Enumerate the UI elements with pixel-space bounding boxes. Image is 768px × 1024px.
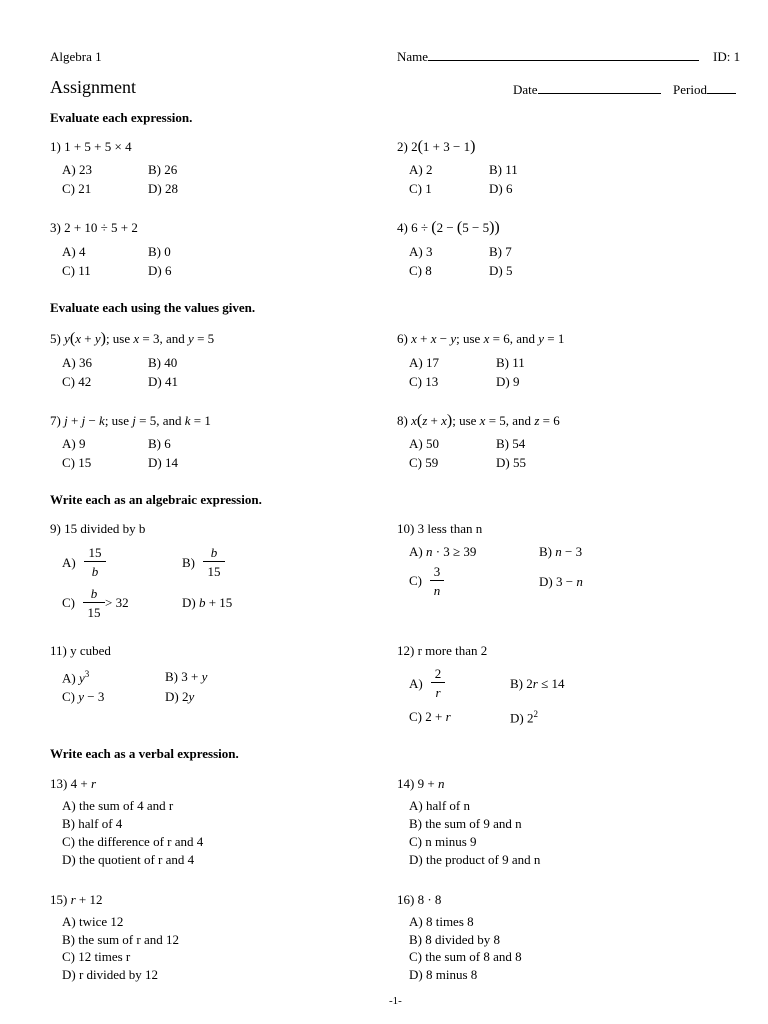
- choice-10a[interactable]: A) n · 3 ≥ 39: [409, 544, 477, 559]
- choice-1b[interactable]: B) 26: [148, 162, 178, 177]
- choice-12d[interactable]: D) $2^2$: [510, 709, 538, 726]
- choice-1c[interactable]: C) 21: [62, 181, 92, 196]
- page-title: Assignment: [50, 77, 137, 97]
- period-field[interactable]: [673, 83, 736, 96]
- choice-6d[interactable]: D) 9: [496, 374, 520, 389]
- choice-7c[interactable]: C) 15: [62, 455, 92, 470]
- choice-10b[interactable]: B) n − 3: [539, 544, 583, 559]
- choice-16d[interactable]: D) 8 minus 8: [409, 967, 478, 982]
- question-10: 10) 3 less than n: [397, 521, 483, 536]
- section-heading: Write each as an algebraic expression.: [50, 492, 262, 507]
- question-5: 5) y(x + y); use x = 3, and y = 5: [50, 330, 215, 347]
- id-label: ID: 1: [713, 49, 741, 64]
- name-field[interactable]: [397, 50, 699, 63]
- choice-4b[interactable]: B) 7: [489, 244, 512, 259]
- question-9: 9) 15 divided by b: [50, 521, 146, 536]
- choice-15d[interactable]: D) r divided by 12: [62, 967, 159, 982]
- choice-3b[interactable]: B) 0: [148, 244, 171, 259]
- choice-11b[interactable]: B) 3 + y: [165, 669, 208, 684]
- choice-12a[interactable]: A): [409, 676, 423, 691]
- date-field[interactable]: [513, 83, 661, 96]
- choice-10d[interactable]: D) 3 − n: [539, 574, 583, 589]
- period-label: Period: [673, 82, 707, 97]
- choice-12c[interactable]: C) 2 + r: [409, 709, 451, 724]
- question-8: 8) x(z + x); use x = 5, and z = 6: [397, 412, 560, 429]
- fraction-9a: 15 b: [84, 546, 106, 578]
- choice-4c[interactable]: C) 8: [409, 263, 432, 278]
- choice-9b[interactable]: B): [182, 555, 195, 570]
- choice-16b[interactable]: B) 8 divided by 8: [409, 932, 500, 947]
- choice-14a[interactable]: A) half of n: [409, 798, 471, 813]
- choice-7d[interactable]: D) 14: [148, 455, 178, 470]
- choice-8c[interactable]: C) 59: [409, 455, 439, 470]
- choice-2d[interactable]: D) 6: [489, 181, 513, 196]
- choice-13c[interactable]: C) the difference of r and 4: [62, 834, 204, 849]
- question-1: 1) 1 + 5 + 5 × 4: [50, 139, 132, 154]
- choice-7a[interactable]: A) 9: [62, 436, 86, 451]
- date-label: Date: [513, 82, 538, 97]
- question-16: 16) 8 · 8: [397, 892, 442, 907]
- choice-7b[interactable]: B) 6: [148, 436, 171, 451]
- choice-1d[interactable]: D) 28: [148, 181, 178, 196]
- choice-2b[interactable]: B) 11: [489, 162, 518, 177]
- choice-5a[interactable]: A) 36: [62, 355, 92, 370]
- question-2: 2) 2(1 + 3 − 1): [397, 138, 476, 155]
- section-heading: Evaluate each using the values given.: [50, 300, 256, 315]
- choice-3d[interactable]: D) 6: [148, 263, 172, 278]
- name-label: Name: [397, 49, 429, 64]
- fraction-9c: b 15: [83, 587, 105, 619]
- fraction-12a: 2 r: [431, 667, 445, 699]
- choice-6a[interactable]: A) 17: [409, 355, 439, 370]
- question-13: 13) 4 + r: [50, 776, 96, 791]
- choice-13a[interactable]: A) the sum of 4 and r: [62, 798, 174, 813]
- choice-9c[interactable]: C): [62, 595, 75, 610]
- choice-16a[interactable]: A) 8 times 8: [409, 914, 474, 929]
- choice-6c[interactable]: C) 13: [409, 374, 439, 389]
- choice-1a[interactable]: A) 23: [62, 162, 92, 177]
- question-11: 11) y cubed: [50, 643, 111, 658]
- choice-14b[interactable]: B) the sum of 9 and n: [409, 816, 522, 831]
- choice-8d[interactable]: D) 55: [496, 455, 526, 470]
- fraction-9b: b 15: [203, 546, 225, 578]
- question-3: 3) 2 + 10 ÷ 5 + 2: [50, 220, 138, 235]
- choice-14d[interactable]: D) the product of 9 and n: [409, 852, 541, 867]
- choice-5d[interactable]: D) 41: [148, 374, 178, 389]
- choice-11c[interactable]: C) y − 3: [62, 689, 105, 704]
- choice-4d[interactable]: D) 5: [489, 263, 513, 278]
- date-line: [538, 83, 661, 94]
- choice-11d[interactable]: D) 2y: [165, 689, 195, 704]
- course-label: Algebra 1: [50, 49, 102, 64]
- question-6: 6) x + x − y; use x = 6, and y = 1: [397, 331, 565, 346]
- choice-15c[interactable]: C) 12 times r: [62, 949, 131, 964]
- question-15: 15) r + 12: [50, 892, 103, 907]
- choice-5b[interactable]: B) 40: [148, 355, 178, 370]
- choice-12b[interactable]: B) 2r ≤ 14: [510, 676, 565, 691]
- choice-11a[interactable]: A) $y^3$: [62, 669, 90, 686]
- choice-9d[interactable]: D) b + 15: [182, 595, 233, 610]
- choice-2c[interactable]: C) 1: [409, 181, 432, 196]
- choice-16c[interactable]: C) the sum of 8 and 8: [409, 949, 522, 964]
- page-number: -1-: [389, 995, 402, 1007]
- section-heading: Evaluate each expression.: [50, 110, 193, 125]
- choice-15a[interactable]: A) twice 12: [62, 914, 124, 929]
- choice-2a[interactable]: A) 2: [409, 162, 433, 177]
- choice-3a[interactable]: A) 4: [62, 244, 86, 259]
- choice-4a[interactable]: A) 3: [409, 244, 433, 259]
- choice-10c[interactable]: C): [409, 573, 422, 588]
- choice-13b[interactable]: B) half of 4: [62, 816, 123, 831]
- choice-9c-tail: > 32: [105, 595, 129, 610]
- question-14: 14) 9 + n: [397, 776, 445, 791]
- choice-3c[interactable]: C) 11: [62, 263, 91, 278]
- name-line: [428, 50, 699, 61]
- choice-8a[interactable]: A) 50: [409, 436, 439, 451]
- question-4: 4) 6 ÷ (2 − (5 − 5)): [397, 219, 500, 236]
- choice-9a[interactable]: A): [62, 555, 76, 570]
- choice-6b[interactable]: B) 11: [496, 355, 525, 370]
- choice-13d[interactable]: D) the quotient of r and 4: [62, 852, 195, 867]
- choice-8b[interactable]: B) 54: [496, 436, 526, 451]
- choice-5c[interactable]: C) 42: [62, 374, 92, 389]
- choice-14c[interactable]: C) n minus 9: [409, 834, 477, 849]
- fraction-10c: 3 n: [430, 565, 444, 597]
- choice-15b[interactable]: B) the sum of r and 12: [62, 932, 179, 947]
- section-heading: Write each as a verbal expression.: [50, 746, 239, 761]
- period-line: [707, 83, 736, 94]
- question-7: 7) j + j − k; use j = 5, and k = 1: [50, 413, 211, 428]
- question-12: 12) r more than 2: [397, 643, 488, 658]
